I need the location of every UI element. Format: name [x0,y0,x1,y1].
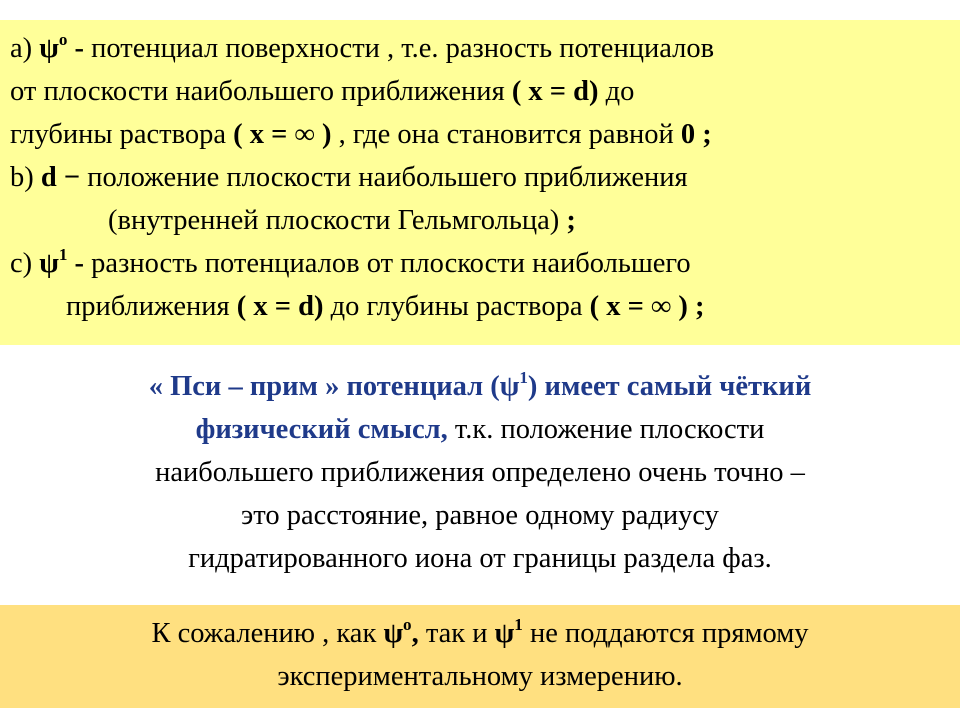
psi-1-symbol: ψ [39,248,59,279]
note-line-2: экспериментальному измерению. [277,661,683,692]
psi-prime-line-2 [0,411,960,449]
note-psi-o: ψ [383,618,404,649]
note-text-3: не поддаются прямому [522,618,809,649]
note-psi-1: ψ [494,618,515,649]
def-c-line2-mid: до глубины раствора [323,291,590,322]
def-a-line2-text: от плоскости наибольшего приближения [10,76,512,107]
def-c-prefix: c) [10,248,40,279]
psi-prime-paragraph [0,356,960,588]
def-b-text2: (внутренней плоскости Гельмгольца) [108,205,567,236]
psi-o-symbol: ψ [39,33,59,64]
def-a-dash: - [67,33,92,64]
def-b-line-1 [10,159,688,197]
def-b-prefix: b) [10,162,41,193]
def-c-cond-xd: ( x = d) [236,291,324,322]
def-a-line3-mid: , где она становится равной [331,119,681,150]
psi-prime-l1: « Пси – прим » потенциал (ψ [148,371,520,402]
def-a-cond-xinf: ( x = ∞ ) [233,119,332,150]
note-sup-1: 1 [514,615,523,635]
psi-prime-line-3: наибольшего приближения определено очень точно – [155,457,805,488]
note-comma: , [411,618,419,649]
def-b-line-2 [108,202,576,240]
psi-prime-l2-rest: т.к. положение плоскости [447,414,765,445]
def-b-text: положение плоскости наибольшего приближения [87,162,688,193]
note-text-2: так и [418,618,495,649]
psi-prime-line-5: гидратированного иона от границы раздела фаз. [188,543,772,574]
def-c-dash: - [67,248,92,279]
def-a-line-1 [10,30,714,68]
def-a-zero: 0 ; [680,119,712,150]
def-a-text: потенциал поверхности , т.е. разность потенциалов [91,33,715,64]
def-a-line3-text: глубины раствора [10,119,234,150]
def-c-text: разность потенциалов от плоскости наибольшего [91,248,691,279]
psi-prime-line-4: это расстояние, равное одному радиусу [241,500,719,531]
psi-prime-l2-bold: физический смысл, [195,414,448,445]
psi-prime-l1-end: ) имеет самый чёткий [527,371,812,402]
def-a-line-3 [10,116,712,154]
def-c-cond-xinf: ( x = ∞ ) ; [589,291,705,322]
def-c-line-1 [10,245,691,283]
def-a-line-2 [10,73,634,111]
def-c-line-2 [66,288,705,326]
d-symbol: d [40,162,57,193]
note-line-1 [0,615,960,653]
measurement-note-box [0,605,960,708]
note-sup-o: o [403,615,412,635]
def-a-cond-xd: ( x = d) [511,76,599,107]
psi-o-sup: o [58,30,68,50]
psi-prime-sup: 1 [519,368,528,388]
def-c-line2-text: приближения [66,291,237,322]
def-b-end: ; [566,205,576,236]
definitions-box [0,20,960,345]
psi-1-sup: 1 [58,245,68,265]
psi-prime-line-1 [0,368,960,406]
def-a-prefix: a) [10,33,40,64]
def-b-dash: − [56,162,88,193]
def-a-line2-end: до [598,76,635,107]
note-text-1: К сожалению , как [151,618,384,649]
